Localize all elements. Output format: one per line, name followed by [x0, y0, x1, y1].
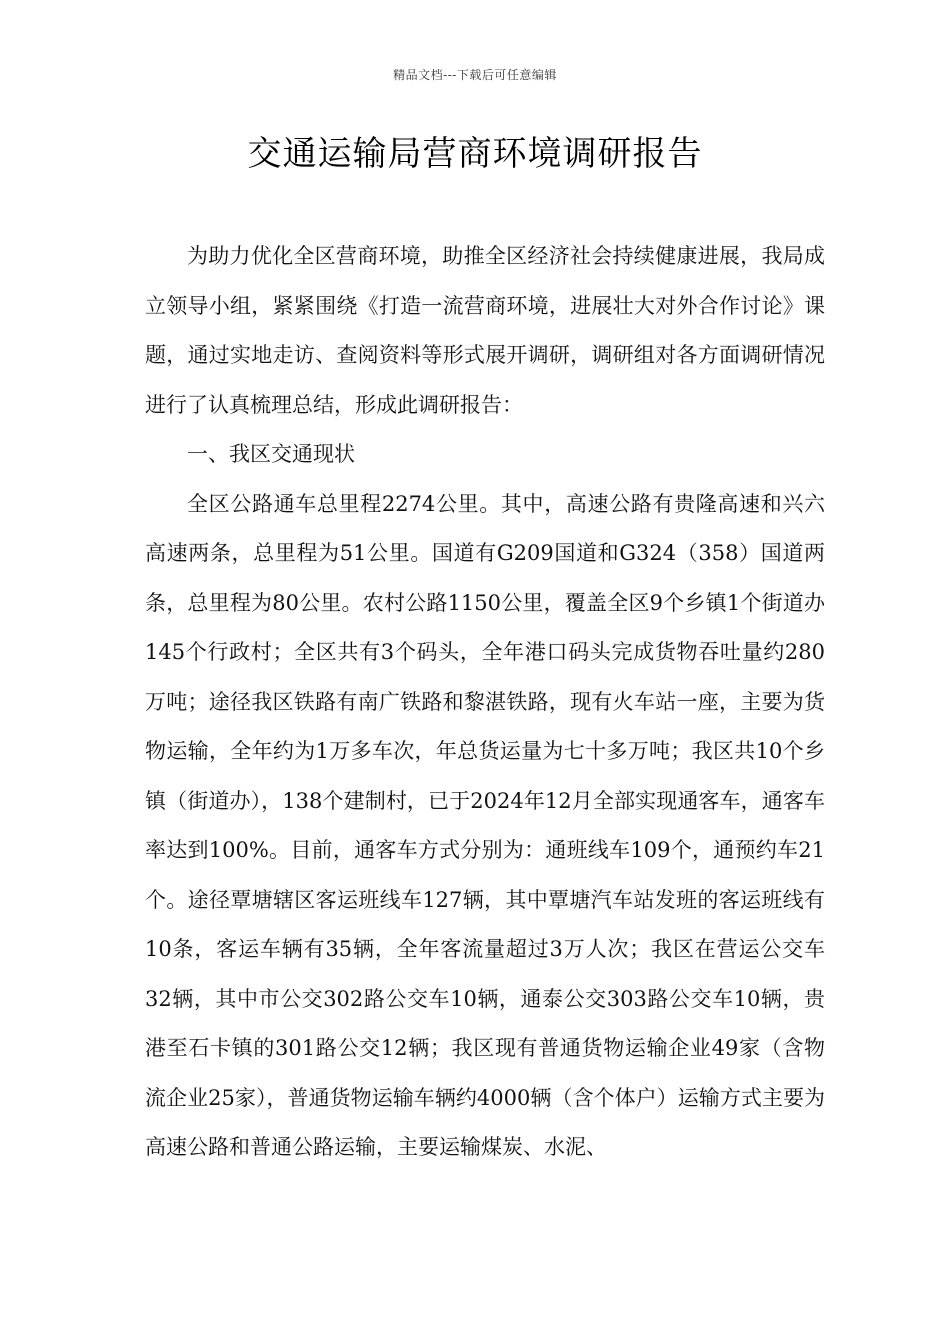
document-body	[145, 232, 825, 1173]
section-heading: 一、我区交通现状	[187, 442, 355, 466]
header-note: 精品文档---下载后可任意编辑	[393, 68, 557, 82]
section-paragraph: 全区公路通车总里程2274公里。其中，高速公路有贵隆高速和兴六高速两条，总里程为51公里。国道有G209国道和G324（358）国道两条，总里程为80公里。农村公路1150公里，覆盖全区9个乡镇1个街道办145个行政村；全区共有3个码头，全年港口码头完成货物吞吐量约280万吨；途径我区铁路有南广铁路和黎湛铁路，现有火车站一座，主要为货物运输，全年约为1万多车次，年总货运量为七十多万吨；我区共10个乡镇（街道办），138个建制村，已于2024年12月全部实现通客车，通客车率达到100%。目前，通客车方式分别为：通班线车109个，通预约车21个。途径覃塘辖区客运班线车127辆，其中覃塘汽车站发班的客运班线有10条，客运车辆有35辆，全年客流量超过3万人次；我区在营运公交车32辆，其中市公交302路公交车10辆，通泰公交303路公交车10辆，贵港至石卡镇的301路公交12辆；我区现有普通货物运输企业49家（含物流企业25家），普通货物运输车辆约4000辆（含个体户）运输方式主要为高速公路和普通公路运输，主要运输煤炭、水泥、	[145, 491, 825, 1159]
intro-paragraph: 为助力优化全区营商环境，助推全区经济社会持续健康进展，我局成立领导小组，紧紧围绕《打造一流营商环境，进展壮大对外合作讨论》课题，通过实地走访、查阅资料等形式展开调研，调研组对各方面调研情况进行了认真梳理总结，形成此调研报告：	[145, 244, 825, 417]
document-title: 交通运输局营商环境调研报告	[247, 134, 703, 174]
